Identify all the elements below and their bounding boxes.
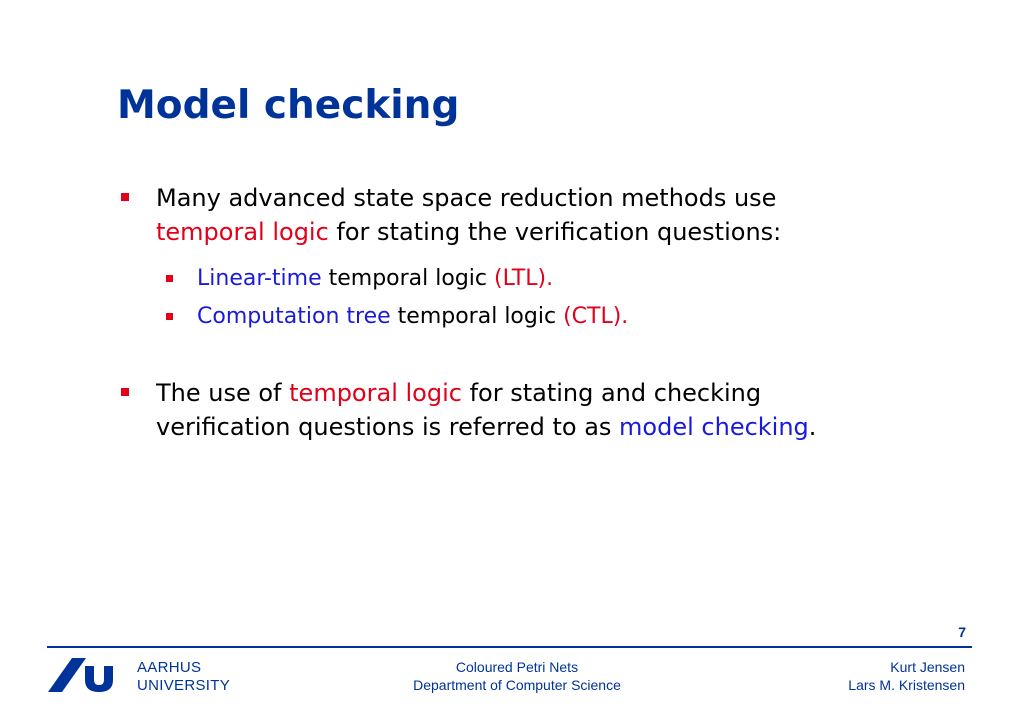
university-name-line-1: AARHUS — [137, 659, 202, 676]
subbullet-ltl-highlight: Linear-time — [197, 266, 322, 291]
subbullet-ltl — [197, 264, 977, 294]
highlight-temporal-logic: temporal logic — [289, 379, 462, 407]
footer-course — [317, 658, 717, 694]
footer-department: Department of Computer Science — [413, 677, 621, 693]
subbullet-ctl — [197, 302, 977, 332]
bullet-square-icon — [121, 193, 129, 201]
subbullet-ctl-highlight: Computation tree — [197, 304, 391, 329]
subbullet-ctl-mid: temporal logic — [390, 304, 564, 329]
footer-authors — [848, 658, 965, 694]
subbullet-ltl-mid: temporal logic — [321, 266, 494, 291]
bullet-2-line-1 — [156, 376, 996, 410]
subbullet-ltl-abbr: (LTL). — [494, 266, 554, 291]
subbullet-ctl-abbr: (CTL). — [563, 304, 629, 329]
footer-divider — [47, 646, 972, 648]
page-number: 7 — [958, 624, 966, 640]
university-name — [137, 659, 230, 695]
bullet-square-icon — [121, 388, 129, 396]
university-name-line-2: UNIVERSITY — [137, 677, 231, 694]
bullet-1-line-2-rest: for stating the verification questions: — [328, 218, 782, 246]
highlight-model-checking: model checking — [619, 413, 809, 441]
slide-title: Model checking — [117, 83, 460, 128]
bullet-2-line-1-rest: for stating and checking — [461, 379, 762, 407]
subbullet-square-icon — [166, 313, 173, 320]
bullet-1-line-1: Many advanced state space reduction methods use — [156, 184, 777, 212]
footer-course-title: Coloured Petri Nets — [455, 659, 579, 675]
bullet-2-line-2-end: . — [808, 413, 817, 441]
highlight-temporal-logic: temporal logic — [156, 218, 329, 246]
subbullet-square-icon — [166, 275, 173, 282]
footer-author-1: Kurt Jensen — [890, 659, 965, 675]
bullet-2-line-2 — [156, 410, 996, 444]
bullet-1 — [156, 181, 996, 249]
bullet-2 — [156, 376, 996, 444]
bullet-1-line-2 — [156, 215, 996, 249]
aarhus-university-logo-icon — [48, 656, 124, 694]
bullet-2-line-2-pre: verification questions is referred to as — [156, 413, 620, 441]
footer-author-2: Lars M. Kristensen — [848, 677, 965, 693]
bullet-2-line-1-pre: The use of — [156, 379, 290, 407]
